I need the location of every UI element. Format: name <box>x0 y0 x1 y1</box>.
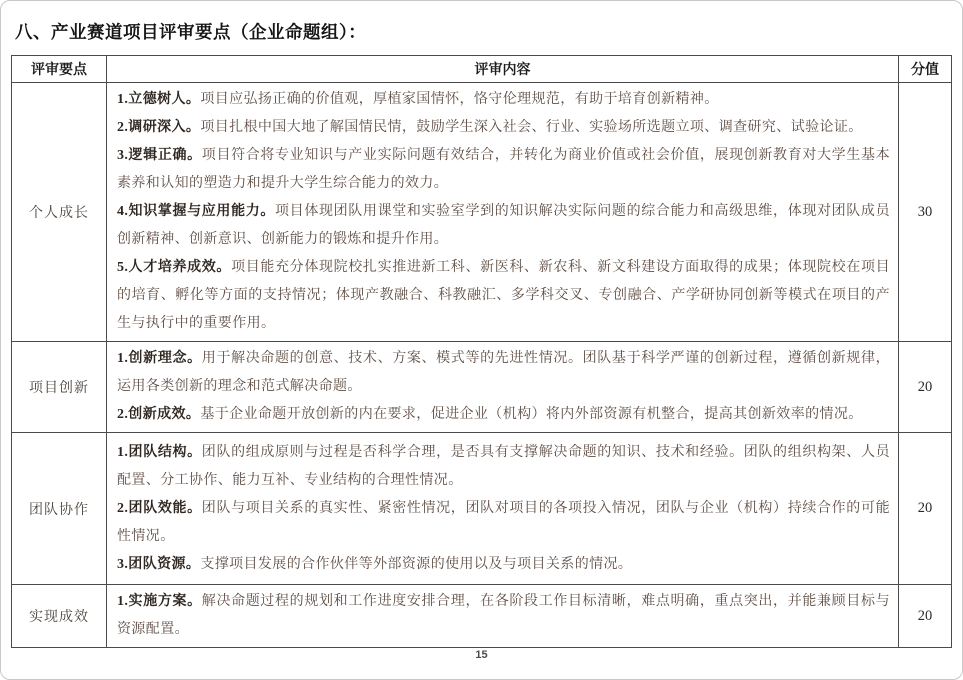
criteria-content <box>107 433 899 585</box>
item-label: 2.创新成效。 <box>117 407 201 422</box>
score-value: 20 <box>899 433 952 585</box>
item-text: 支撑项目发展的合作伙伴等外部资源的使用以及与项目关系的情况。 <box>200 556 633 572</box>
table-row <box>12 342 952 433</box>
item-label: 1.团队结构。 <box>117 444 202 460</box>
criteria-item <box>117 401 890 429</box>
item-label: 2.团队效能。 <box>117 500 202 516</box>
item-text: 基于企业命题开放创新的内在要求，促进企业（机构）将内外部资源有机整合，提高其创新效率的情况。 <box>200 407 863 422</box>
item-text: 项目能充分体现院校扎实推进新工科、新医科、新农科、新文科建设方面取得的成果；体现院校在项目的培育、孵化等方面的支持情况；体现产教融合、科教融汇、多学科交叉、专创融合、产学研协同创新等模式在项目的产生与执行中的重要作用。 <box>117 260 890 331</box>
criteria-content <box>107 585 899 648</box>
criteria-item <box>117 114 890 142</box>
review-criteria-table <box>11 55 952 648</box>
score-value: 20 <box>899 342 952 433</box>
page-title: 八、产业赛道项目评审要点（企业命题组）： <box>15 22 367 42</box>
criteria-item <box>117 142 890 198</box>
criteria-item <box>117 495 890 551</box>
item-label: 5.人才培养成效。 <box>117 260 232 275</box>
column-header-criteria: 评审要点 <box>12 56 107 83</box>
item-text: 项目符合将专业知识与产业实际问题有效结合，并转化为商业价值或社会价值，展现创新教育对大学生基本素养和认知的塑造力和提升大学生综合能力的效力。 <box>117 148 890 191</box>
item-label: 3.团队资源。 <box>117 556 201 572</box>
item-label: 1.立德树人。 <box>117 92 201 107</box>
criteria-item <box>117 551 890 579</box>
criteria-label: 项目创新 <box>12 342 107 433</box>
item-label: 4.知识掌握与应用能力。 <box>117 204 276 219</box>
item-text: 项目体现团队用课堂和实验室学到的知识解决实际问题的综合能力和高级思维，体现对团队成员创新精神、创新意识、创新能力的锻炼和提升作用。 <box>117 204 890 247</box>
criteria-label: 个人成长 <box>12 83 107 342</box>
criteria-content <box>107 83 899 342</box>
table-row <box>12 585 952 648</box>
criteria-item <box>117 254 890 338</box>
item-label: 1.实施方案。 <box>117 594 202 609</box>
criteria-label: 团队协作 <box>12 433 107 585</box>
item-label: 1.创新理念。 <box>117 351 202 366</box>
item-text: 团队与项目关系的真实性、紧密性情况，团队对项目的各项投入情况，团队与企业（机构）持续合作的可能性情况。 <box>117 500 890 544</box>
table-row <box>12 433 952 585</box>
criteria-item <box>117 439 890 495</box>
criteria-label: 实现成效 <box>12 585 107 648</box>
criteria-item <box>117 86 890 114</box>
item-text: 用于解决命题的创意、技术、方案、模式等的先进性情况。团队基于科学严谨的创新过程，遵循创新规律，运用各类创新的理念和范式解决命题。 <box>117 351 890 394</box>
criteria-item <box>117 345 890 401</box>
item-text: 项目扎根中国大地了解国情民情，鼓励学生深入社会、行业、实验场所选题立项、调查研究、试验论证。 <box>200 120 863 135</box>
item-label: 3.逻辑正确。 <box>117 148 202 163</box>
column-header-score: 分值 <box>899 56 952 83</box>
criteria-content <box>107 342 899 433</box>
item-text: 团队的组成原则与过程是否科学合理，是否具有支撑解决命题的知识、技术和经验。团队的组织构架、人员配置、分工协作、能力互补、专业结构的合理性情况。 <box>117 444 890 488</box>
score-value: 20 <box>899 585 952 648</box>
page-number: 15 <box>475 649 488 661</box>
table-row <box>12 83 952 342</box>
score-value: 30 <box>899 83 952 342</box>
table-header-row <box>12 56 952 83</box>
criteria-item <box>117 198 890 254</box>
criteria-item <box>117 588 890 644</box>
item-text: 项目应弘扬正确的价值观，厚植家国情怀，恪守伦理规范，有助于培育创新精神。 <box>200 92 719 107</box>
item-label: 2.调研深入。 <box>117 120 201 135</box>
column-header-content: 评审内容 <box>107 56 899 83</box>
item-text: 解决命题过程的规划和工作进度安排合理，在各阶段工作目标清晰，难点明确，重点突出，并能兼顾目标与资源配置。 <box>117 594 890 637</box>
